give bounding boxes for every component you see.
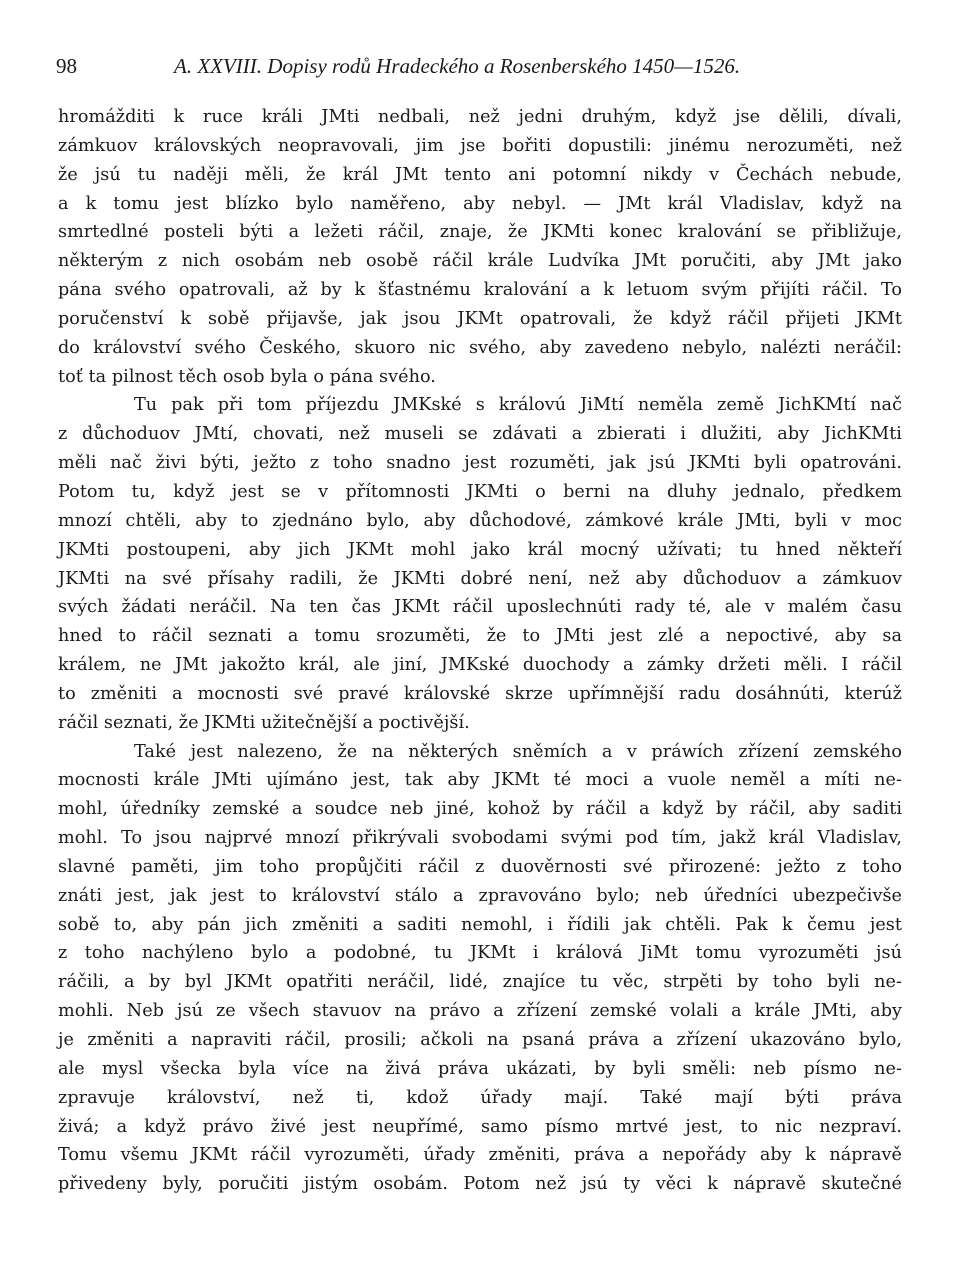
running-title: A. XXVIII. Dopisy rodů Hradeckého a Rosenberského 1450—1526. — [174, 54, 741, 78]
text-line: ráčili, a by byl JKMt opatřiti neráčil, lidé, znajíce tu věc, strpěti by toho byli ne- — [58, 972, 902, 993]
text-line: smrtedlné posteli býti a ležeti ráčil, znaje, že JKMti konec kralování se přibližuje, — [58, 222, 902, 243]
text-line: z důchoduov JMtí, chovati, než museli se zdávati a zbierati i dlužiti, aby JichKMti — [58, 424, 902, 445]
text-line: zpravuje království, než ti, kdož úřady mají. Také mají býti práva — [58, 1087, 902, 1108]
text-line: mohl, úředníky zemské a soudce neb jiné, kohož by ráčil a když by ráčil, aby saditi — [58, 799, 902, 820]
text-line: sobě to, aby pán jich změniti a saditi nemohl, i řídili jak chtěli. Pak k čemu jest — [58, 914, 902, 935]
text-line: svých žádati neráčil. Na ten čas JKMt ráčil uposlechnúti rady té, ale v malém času — [58, 597, 902, 618]
text-line: hromážditi k ruce králi JMti nedbali, než jedni druhým, když jse dělili, dívali, — [58, 107, 902, 127]
text-line: některým z nich osobám neb osobě ráčil krále Ludvíka JMt poručiti, aby JMt jako — [58, 251, 902, 272]
text-line: Také jest nalezeno, že na některých sněmích a v práwích zřízení zemského — [134, 741, 902, 762]
text-line: hned to ráčil seznati a tomu srozuměti, že to JMti jest zlé a nepoctivé, aby sa — [58, 626, 902, 647]
text-line: mohl. To jsou najprvé mnozí přikrývali svobodami svými pod tím, jakž král Vladislav, — [58, 828, 902, 849]
text-line: JKMti postoupeni, aby jich JKMt mohl jako král mocný užívati; tu hned někteří — [58, 539, 902, 560]
text-line: a k tomu jest blízko bylo naměřeno, aby nebyl. — JMt král Vladislav, když na — [58, 193, 902, 214]
text-line: měli nač živi býti, ježto z toho snadno jest rozuměti, jak jsú JKMti byli opatrováni. — [58, 453, 902, 474]
text-line: že jsú tu naději měli, že král JMt tento ani potomní nikdy v Čechách nebude, — [58, 164, 902, 185]
text-line: mocnosti krále JMti ujímáno jest, tak aby JKMt té moci a vuole neměl a míti ne- — [58, 770, 902, 791]
text-line: Tomu všemu JKMt ráčil vyrozuměti, úřady změniti, práva a nepořády aby k nápravě — [58, 1145, 902, 1166]
text-line: Tu pak při tom příjezdu JMKské s královú JiMtí neměla země JichKMtí nač — [134, 395, 902, 416]
text-line: z toho nachýleno bylo a podobné, tu JKMt i králová JiMt tomu vyrozuměti jsú — [58, 943, 902, 964]
text-line: znáti jest, jak jest to království stálo a zpravováno bylo; neb úředníci ubezpečivše — [58, 885, 902, 906]
text-line: poručenství k sobě přijavše, jak jsou JKMt opatrovali, že když ráčil přijeti JKMt — [58, 308, 902, 329]
text-line: mnozí chtěli, aby to zjednáno bylo, aby důchodové, zámkové krále JMti, byli v moc — [58, 510, 902, 531]
text-line: živá; a když právo živé jest neupřímé, samo písmo mrtvé jest, to nic nezpraví. — [58, 1116, 902, 1137]
text-line: zámkuov královských neopravovali, jim jse bořiti dopustili: jinému nerozuměti, než — [58, 135, 902, 156]
text-line: přivedeny byly, poručiti jistým osobám. Potom než jsú ty věci k nápravě skutečné — [58, 1174, 902, 1195]
text-line: to změniti a mocnosti své pravé královské skrze upřímnější radu dosáhnúti, kterúž — [58, 683, 902, 704]
text-line: do království svého Českého, skuoro nic svého, aby zavedeno nebylo, nalézti neráčil: — [58, 337, 902, 358]
text-line: je změniti a napraviti ráčil, prosili; ačkoli na psaná práva a zřízení ukazováno bylo, — [58, 1030, 902, 1050]
text-line: pána svého opatrovali, až by k šťastnému kralování a k letuom svým přijíti ráčil. To — [58, 280, 902, 301]
text-line: ale mysl všecka byla více na živá práva ukázati, by byli směli: neb písmo ne- — [58, 1058, 902, 1079]
text-line: toť ta pilnost těch osob byla o pána svého. — [58, 366, 436, 387]
page-number: 98 — [56, 54, 77, 78]
text-line: JKMti na své přísahy radili, že JKMti dobré není, než aby důchoduov a zámkuov — [58, 568, 902, 589]
text-line: králem, ne JMt jakožto král, ale jiní, JMKské duochody a zámky držeti měli. I ráčil — [58, 655, 902, 676]
page-header — [56, 54, 900, 84]
text-line: ráčil seznati, že JKMti užitečnější a poctivější. — [58, 712, 470, 733]
text-line: Potom tu, když jest se v přítomnosti JKMti o berni na dluhy jednalo, předkem — [58, 481, 902, 502]
body-text — [58, 103, 902, 1199]
text-line: slavné paměti, jim toho propůjčiti ráčil z duověrnosti své přirozené: ježto z toho — [58, 856, 902, 877]
text-line: mohli. Neb jsú ze všech stavuov na právo a zřízení zemské volali a krále JMti, aby — [58, 1001, 902, 1022]
